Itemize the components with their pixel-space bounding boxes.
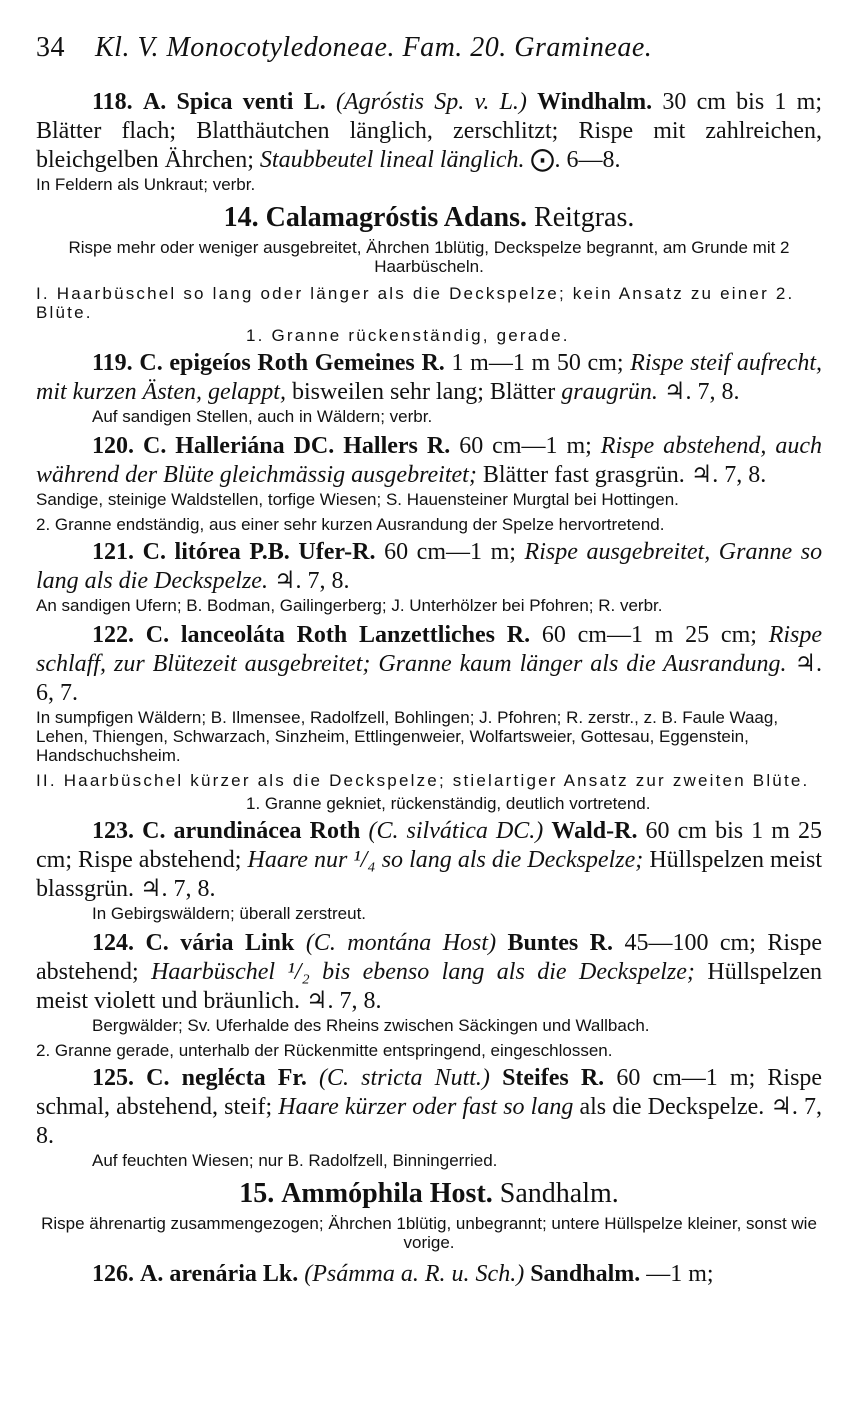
species-italic: Haare nur ¹/₄ so lang als die Deckspelze; <box>247 847 644 873</box>
species-common-name: Buntes R. <box>507 930 613 956</box>
species-italic: Rispe ausgebreitet, Granne so lang als die Deckspelze. <box>36 539 823 594</box>
genus-description: Rispe ährenartig zusammengezogen; Ährchen 1blütig, unbegrannt; untere Hüllspelze kleiner, sonst wie vorige. <box>41 1214 817 1252</box>
species-flowering: ♃. 7, 8. <box>140 876 216 902</box>
species-name: C. vária Link <box>145 930 295 956</box>
genus-heading <box>36 1176 822 1212</box>
species-entry <box>36 349 822 407</box>
key-heading: I. Haarbüschel so lang oder länger als die Deckspelze; kein Ansatz zu einer 2. Blüte. <box>36 284 795 322</box>
genus-common-name: Sandhalm. <box>499 1178 619 1209</box>
genus-number: 15. <box>239 1178 275 1209</box>
species-number: 125. <box>92 1065 134 1091</box>
species-entry <box>36 817 822 904</box>
key-heading: 2. Granne gerade, unterhalb der Rückenmitte entspringend, eingeschlossen. <box>36 1041 613 1060</box>
species-common-name: Hallers R. <box>343 433 451 459</box>
species-italic: Staubbeutel lineal länglich. <box>259 147 525 173</box>
species-flowering: ♃. 6, 7. <box>36 651 823 706</box>
species-flowering: ♃. 7, 8. <box>663 379 740 405</box>
species-flowering: ♃. 7, 8. <box>690 462 767 488</box>
locality-note: An sandigen Ufern; B. Bodman, Gailingerberg; J. Unterhölzer bei Pfohren; R. verbr. <box>36 596 663 615</box>
species-entry <box>36 538 822 596</box>
species-italic: Rispe steif aufrecht, mit kurzen Ästen, gelappt, <box>36 350 823 405</box>
species-text: 60 cm—1 m; <box>384 539 516 565</box>
species-text-2: Hüllspelzen meist blassgrün. <box>36 847 823 902</box>
species-text-2: als die Deckspelze. <box>579 1094 765 1120</box>
species-flowering: ♃. 7, 8. <box>273 568 350 594</box>
species-flowering: ♃. 7, 8. <box>36 1094 823 1149</box>
species-text-2: Blätter fast grasgrün. <box>482 462 685 488</box>
species-common-name: Steifes R. <box>502 1065 605 1091</box>
species-italic: Haare kürzer oder fast so lang <box>278 1094 574 1120</box>
species-common-name: Gemeines R. <box>314 350 445 376</box>
species-number: 120. <box>92 433 134 459</box>
species-text: 60 cm bis 1 m 25 cm; Rispe abstehend; <box>36 818 823 873</box>
document-page <box>36 28 822 1289</box>
species-text-2: bisweilen sehr lang; Blätter <box>291 379 556 405</box>
locality-note: Bergwälder; Sv. Uferhalde des Rheins zwischen Säckingen und Wallbach. <box>92 1016 650 1035</box>
locality-note: In sumpfigen Wäldern; B. Ilmensee, Radolfzell, Bohlingen; J. Pfohren; R. zerstr., z. B. Faule Waag, Lehen, Thiengen, Schwarzach, Sinzheim, Ettlingenweier, Wolfartsweier, Gottesau, Eggenstein, Handschuchsheim. <box>36 708 779 765</box>
species-common-name: Wald-R. <box>551 818 638 844</box>
species-name: C. litórea P.B. <box>142 539 290 565</box>
species-text: 60 cm—1 m; Rispe schmal, abstehend, steif; <box>36 1065 823 1120</box>
locality-note: Sandige, steinige Waldstellen, torfige Wiesen; S. Hauensteiner Murgtal bei Hottingen. <box>36 490 679 509</box>
species-common-name: Windhalm. <box>537 89 653 115</box>
species-synonym: (Psámma a. R. u. Sch.) <box>304 1261 525 1287</box>
species-common-name: Ufer-R. <box>298 539 376 565</box>
page-header <box>36 28 822 68</box>
genus-description: Rispe mehr oder weniger ausgebreitet, Ährchen 1blütig, Deckspelze begrannt, am Grunde mit 2 Haarbüscheln. <box>68 238 790 276</box>
species-entry <box>36 432 822 490</box>
species-number: 124. <box>92 930 134 956</box>
page-number: 34 <box>36 32 65 63</box>
key-subheading: 1. Granne rückenständig, gerade. <box>246 326 570 345</box>
species-synonym: (C. silvática DC.) <box>368 818 544 844</box>
species-number: 118. <box>92 89 133 115</box>
species-flowering: ♃. 7, 8. <box>305 988 382 1014</box>
species-name: A. Spica venti L. <box>142 89 326 115</box>
key-heading: 2. Granne endständig, aus einer sehr kurzen Ausrandung der Spelze hervortretend. <box>36 515 665 534</box>
genus-heading <box>36 200 822 236</box>
species-italic-2: graugrün. <box>561 379 658 405</box>
locality-note: Auf feuchten Wiesen; nur B. Radolfzell, Binningerried. <box>92 1151 498 1170</box>
species-synonym: (Agróstis Sp. v. L.) <box>335 89 527 115</box>
species-italic: Haarbüschel ¹/₂ bis ebenso lang als die Deckspelze; <box>151 959 695 985</box>
species-common-name: Sandhalm. <box>530 1261 641 1287</box>
species-entry <box>36 1260 822 1289</box>
genus-common-name: Reitgras. <box>534 202 635 233</box>
species-text: 1 m—1 m 50 cm; <box>451 350 624 376</box>
species-flowering: ⨀. 6—8. <box>530 147 621 173</box>
locality-note: In Gebirgswäldern; überall zerstreut. <box>92 904 367 923</box>
species-entry <box>36 621 822 708</box>
species-number: 123. <box>92 818 134 844</box>
species-italic: Rispe abstehend, auch während der Blüte gleichmässig ausgebreitet; <box>36 433 823 488</box>
species-italic: Rispe schlaff, zur Blütezeit ausgebreitet; Granne kaum länger als die Ausrandung. <box>36 622 823 677</box>
species-name: C. lanceoláta Roth <box>145 622 348 648</box>
species-common-name: Lanzettliches R. <box>359 622 531 648</box>
species-entry <box>36 929 822 1016</box>
genus-name: Ammóphila Host. <box>281 1178 493 1209</box>
species-number: 122. <box>92 622 134 648</box>
species-number: 121. <box>92 539 134 565</box>
locality-note: Auf sandigen Stellen, auch in Wäldern; verbr. <box>92 407 433 426</box>
species-name: A. arenária Lk. <box>140 1261 299 1287</box>
genus-name: Calamagróstis Adans. <box>265 202 528 233</box>
species-synonym: (C. montána Host) <box>305 930 497 956</box>
genus-number: 14. <box>223 202 259 233</box>
species-entry <box>36 1064 822 1151</box>
species-name: C. neglécta Fr. <box>146 1065 307 1091</box>
species-name: C. Halleriána DC. <box>142 433 335 459</box>
species-name: C. arundinácea Roth <box>142 818 361 844</box>
key-heading: II. Haarbüschel kürzer als die Deckspelze; stielartiger Ansatz zur zweiten Blüte. <box>36 771 810 790</box>
species-entry <box>36 88 822 175</box>
key-subheading: 1. Granne gekniet, rückenständig, deutlich vortretend. <box>246 794 651 813</box>
species-number: 126. <box>92 1261 134 1287</box>
locality-note: In Feldern als Unkraut; verbr. <box>36 175 256 194</box>
species-text-2: Hüllspelzen meist violett und bräunlich. <box>36 959 822 1014</box>
species-name: C. epigeíos Roth <box>139 350 309 376</box>
species-text: 60 cm—1 m 25 cm; <box>541 622 757 648</box>
species-text: —1 m; <box>646 1261 714 1287</box>
species-text: 30 cm bis 1 m; Blätter flach; Blatthäutchen länglich, zerschlitzt; Rispe mit zahlreichen, bleichgelben Ährchen; <box>36 89 823 173</box>
species-synonym: (C. stricta Nutt.) <box>318 1065 490 1091</box>
species-text: 60 cm—1 m; <box>459 433 592 459</box>
species-text: 45—100 cm; Rispe abstehend; <box>36 930 822 985</box>
running-title: Kl. V. Monocotyledoneae. Fam. 20. Gramineae. <box>95 32 653 63</box>
species-number: 119. <box>92 350 133 376</box>
